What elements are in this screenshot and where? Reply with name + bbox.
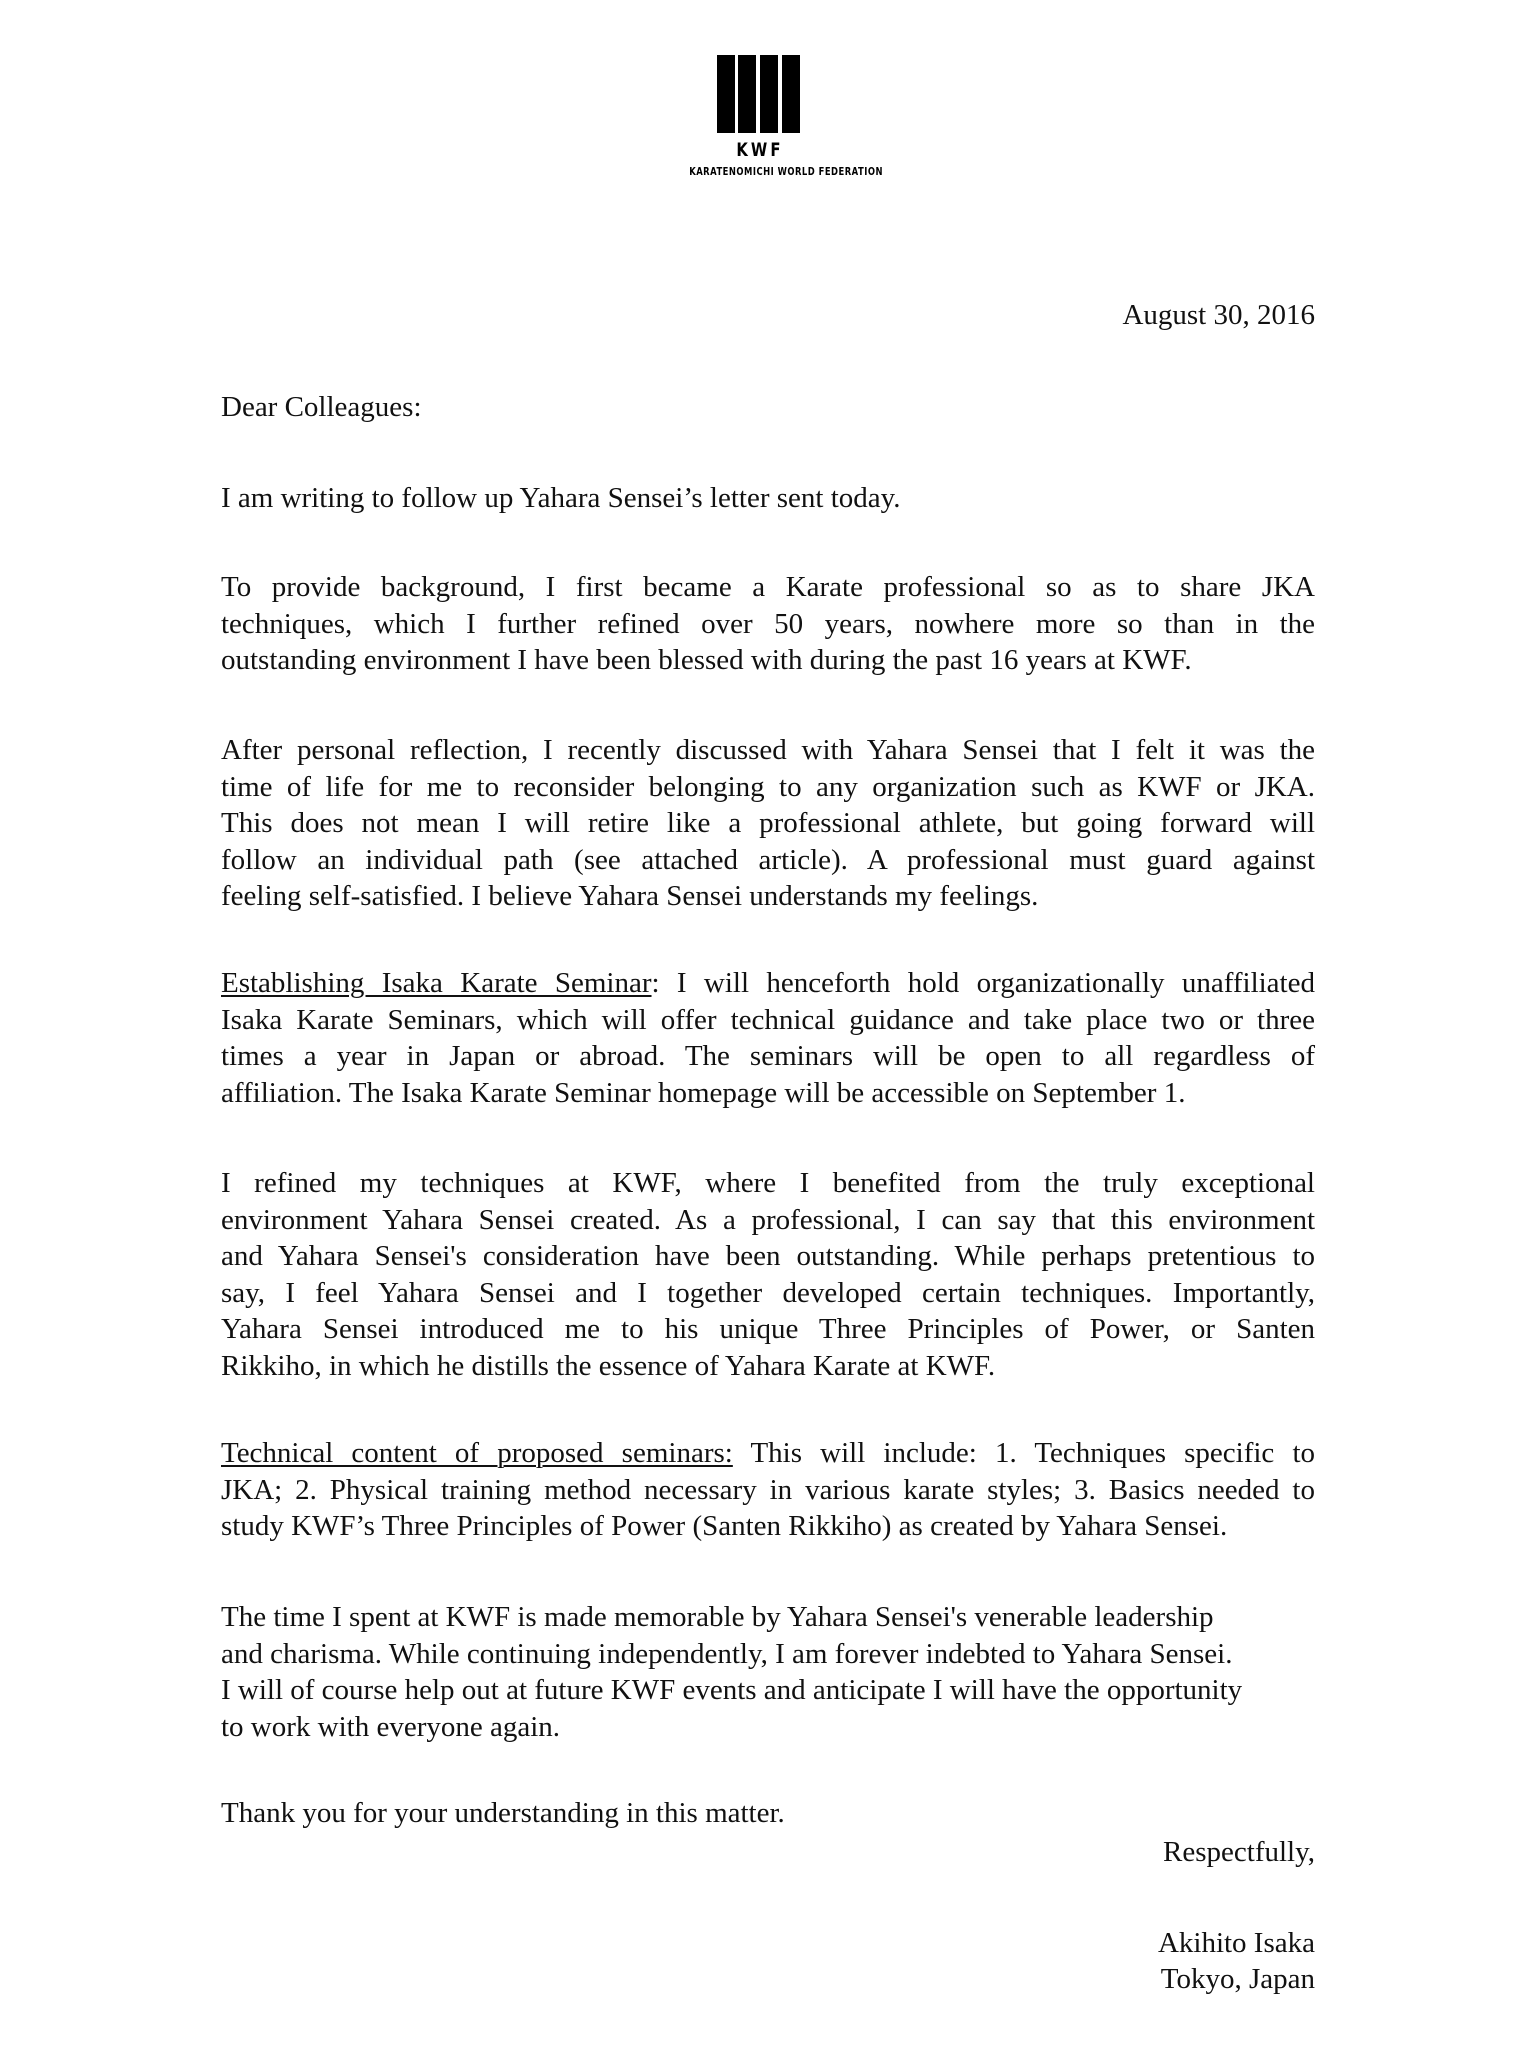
paragraph-line: I am writing to follow up Yahara Sensei’s letter sent today. [221,482,901,514]
paragraph-line: After personal reflection, I recently discussed with Yahara Sensei that I felt it was the [221,734,1315,766]
salutation: Dear Colleagues: [221,391,422,423]
paragraph-line-text: This will include: 1. Techniques specific to [732,1437,1316,1469]
letterhead-logo [660,55,883,185]
paragraph-line: and Yahara Sensei's consideration have been outstanding. While perhaps pretentious to [221,1240,1315,1272]
logo-bar [717,55,735,133]
kwf-bars-logo-icon [717,55,801,133]
paragraph-reflection [221,732,1315,915]
paragraph-line: affiliation. The Isaka Karate Seminar homepage will be accessible on September 1. [221,1076,1186,1109]
paragraph-line: times a year in Japan or abroad. The seminars will be open to all regardless of [221,1040,1315,1072]
paragraph-line: I refined my techniques at KWF, where I benefited from the truly exceptional [221,1167,1315,1199]
paragraph-line: to work with everyone again. [221,1710,561,1743]
paragraph-gratitude [221,1599,1315,1745]
paragraph-line [221,1435,1315,1472]
paragraph-technical-content [221,1435,1315,1545]
paragraph-line: JKA; 2. Physical training method necessary in various karate styles; 3. Basics needed to [221,1473,1315,1506]
paragraph-line-text: I will henceforth hold organizationally unaffiliated [659,967,1315,999]
paragraph-line: Yahara Sensei introduced me to his unique Three Principles of Power, or Santen [221,1313,1315,1345]
paragraph-line: feeling self-satisfied. I believe Yahara Sensei understands my feelings. [221,880,1039,912]
paragraph-line: I will of course help out at future KWF events and anticipate I will have the opportunity [221,1674,1243,1706]
logo-bar [738,55,756,133]
paragraph-line: techniques, which I further refined over 50 years, nowhere more so than in the [221,607,1315,640]
paragraph-line: follow an individual path (see attached article). A professional must guard against [221,843,1315,876]
logo-bar [782,55,800,133]
paragraph-line: outstanding environment I have been blessed with during the past 16 years at KWF. [221,644,1192,676]
valediction: Respectfully, [1163,1836,1315,1868]
section-heading-colon: : [651,967,660,999]
paragraph-line: Rikkiho, in which he distills the essence of Yahara Karate at KWF. [221,1349,996,1382]
paragraph-line: The time I spent at KWF is made memorable by Yahara Sensei's venerable leadership [221,1601,1214,1633]
paragraph-line: time of life for me to reconsider belonging to any organization such as KWF or JKA. [221,770,1315,803]
paragraph-line: say, I feel Yahara Sensei and I together developed certain techniques. Importantly, [221,1276,1315,1309]
letter-date: August 30, 2016 [1122,299,1315,331]
paragraph-line [221,965,1315,1002]
organization-name: KARATENOMICHI WORLD FEDERATION [689,166,883,178]
paragraph-line: environment Yahara Sensei created. As a professional, I can say that this environment [221,1203,1315,1236]
signature-name: Akihito Isaka [1157,1927,1315,1959]
paragraph-line: To provide background, I first became a Karate professional so as to share JKA [221,571,1315,603]
paragraph-line: This does not mean I will retire like a professional athlete, but going forward will [221,807,1315,839]
paragraph-refined-techniques [221,1165,1315,1384]
paragraph-line: and charisma. While continuing independently, I am forever indebted to Yahara Sensei. [221,1637,1233,1670]
section-heading: Establishing Isaka Karate Seminar [221,967,652,999]
organization-abbreviation: KWF [736,139,784,161]
paragraph-line: study KWF’s Three Principles of Power (Santen Rikkiho) as created by Yahara Sensei. [221,1510,1228,1542]
paragraph-seminar-establishment [221,965,1315,1111]
logo-bar [760,55,778,133]
paragraph-intro [221,480,1315,517]
closing-remark: Thank you for your understanding in this matter. [221,1797,785,1829]
paragraph-line: Isaka Karate Seminars, which will offer technical guidance and take place two or three [221,1003,1315,1036]
signature-location: Tokyo, Japan [1160,1963,1315,1995]
section-heading: Technical content of proposed seminars: [221,1437,733,1469]
paragraph-background [221,569,1315,679]
